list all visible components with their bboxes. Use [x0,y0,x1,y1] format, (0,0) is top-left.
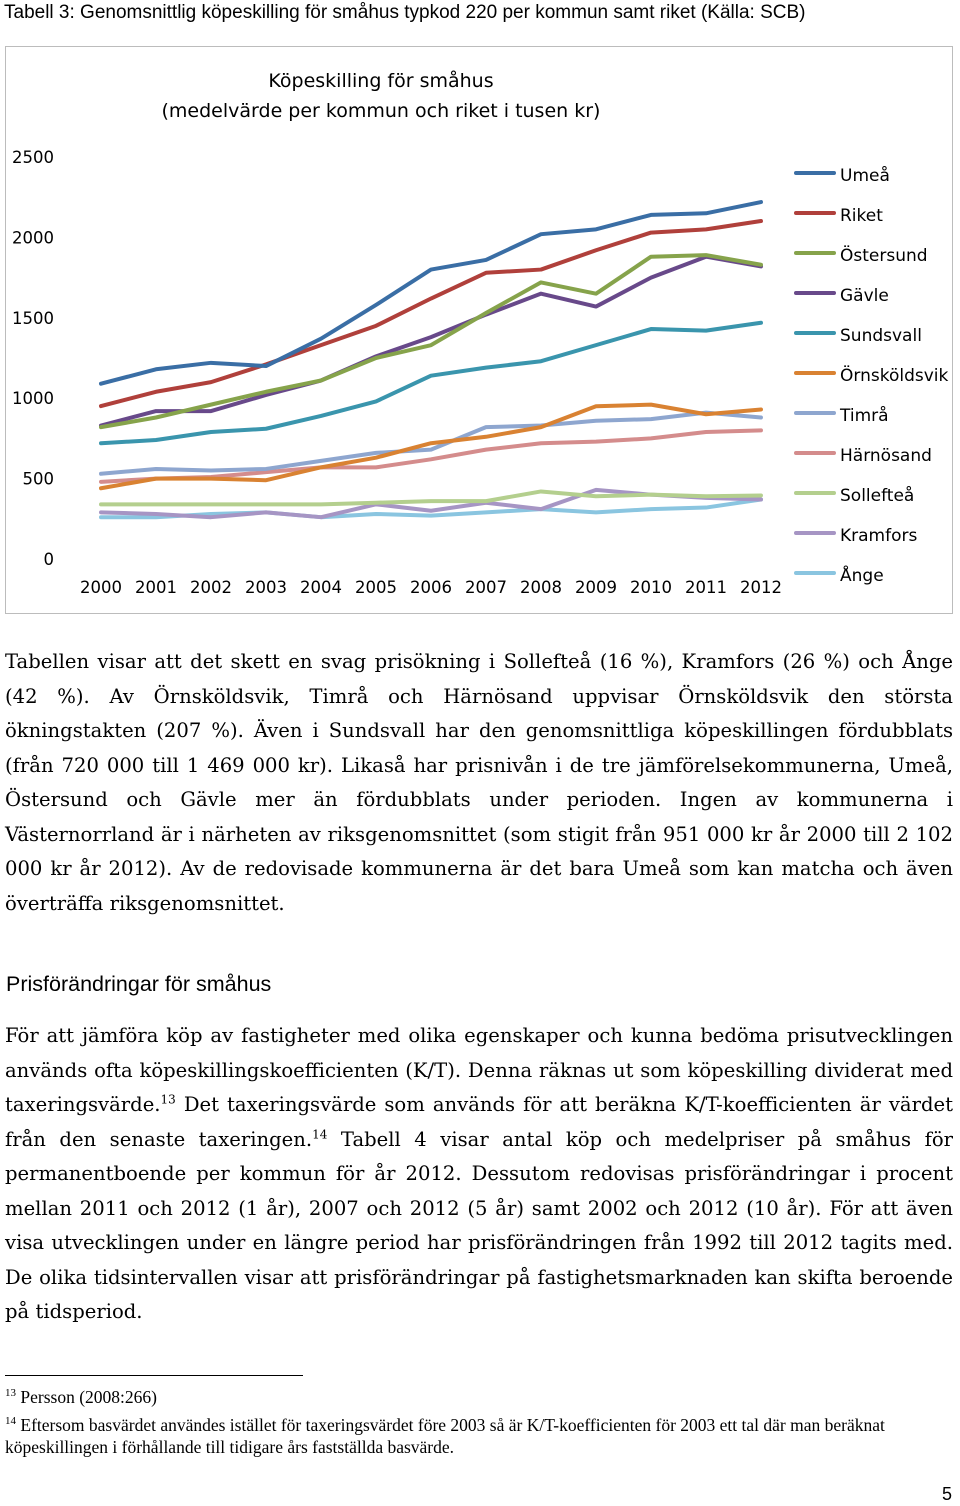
paragraph-price-development: Tabellen visar att det skett en svag prisökning i Sollefteå (16 %), Kramfors (26 %) och Ånge (42 %). Av Örnsköldsvik, Timrå och Härnösand uppvisar Örnsköldsvik den största ökningstakten (207 %). Även i Sundsvall har den genomsnittliga köpeskillingen fördubblats (från 720 000 till 1 469 000 kr). Likaså har prisnivån i de tre jämförelsekommunerna, Umeå, Östersund och Gävle mer än fördubblats under perioden. Ingen av kommunerna i Västernorrland är i närheten av riksgenomsnittet (som stigit från 951 000 kr år 2000 till 2 102 000 kr år 2012). Av de redovisade kommunerna är det bara Umeå som kan matcha och även överträffa riksgenomsnittet. [5,650,953,915]
legend-label: Umeå [840,166,890,186]
legend-label: Härnösand [840,446,932,466]
chart-title-line: (medelvärde per kommun och riket i tusen kr) [161,100,601,122]
x-tick-label: 2011 [685,578,727,597]
legend-label: Gävle [840,286,889,306]
legend-label: Ånge [840,566,884,586]
legend-label: Riket [840,206,883,226]
y-tick-label: 2500 [12,148,54,167]
footnote-13 [5,1386,955,1408]
y-tick-label: 2000 [12,228,54,248]
legend-label: Östersund [840,246,928,266]
x-tick-label: 2009 [575,578,617,597]
section-heading: Prisförändringar för småhus [6,972,272,996]
table-caption: Tabell 3: Genomsnittlig köpeskilling för småhus typkod 220 per kommun samt riket (Källa: SCB) [4,2,806,23]
footnote-text: Eftersom basvärdet användes istället för taxeringsvärdet före 2003 så är K/T-koefficienten för 2003 ett tal där man beräknat köpeskillingen i förhållande till tidigare års fastställda basvärde. [5,1415,885,1457]
footnote-ref-13: 13 [160,1092,176,1107]
paragraph-part-2: Det taxeringsvärde som används för att beräkna K/T-koefficienten är värdet från den senaste taxeringen. [5,1093,953,1151]
legend-label: Kramfors [840,526,918,546]
x-tick-label: 2005 [355,578,397,597]
y-tick-label: 0 [43,550,54,569]
y-tick-label: 1500 [12,308,54,328]
x-tick-label: 2006 [410,578,452,597]
line-chart [5,46,953,614]
y-tick-label: 500 [22,469,54,489]
footnote-number: 14 [5,1415,16,1428]
footnote-text: Persson (2008:266) [16,1387,157,1407]
page-number: 5 [941,1484,952,1504]
paragraph-price-changes [5,1019,953,1330]
series-line [101,202,761,384]
chart-svg [6,47,954,615]
x-tick-label: 2001 [135,578,177,597]
legend-label: Timrå [840,406,889,426]
x-tick-label: 2008 [520,578,562,597]
y-tick-label: 1000 [12,389,54,409]
chart-title-line: Köpeskilling för småhus [268,70,494,92]
x-tick-label: 2003 [245,578,287,597]
legend-label: Sundsvall [840,326,922,346]
series-line [101,255,761,427]
series-line [101,430,761,481]
footnote-number: 13 [5,1387,16,1400]
x-tick-label: 2007 [465,578,507,597]
x-tick-label: 2004 [300,578,342,597]
series-line [101,221,761,406]
series-line [101,257,761,426]
legend-label: Örnsköldsvik [840,366,949,386]
series-line [101,491,761,504]
paragraph-part-1: För att jämföra köp av fastigheter med olika egenskaper och kunna bedöma prisutvecklingen används ofta köpeskillingskoefficienten (K/T). Denna räknas ut som köpeskilling dividerat med taxeringsvärde. [5,1024,953,1116]
paragraph-part-3: Tabell 4 visar antal köp och medelpriser på småhus för permanentboende per kommun för år 2012. Dessutom redovisas prisförändringar i procent mellan 2011 och 2012 (1 år), 2007 och 2012 (5 år) samt 2002 och 2012 (10 år). För att även visa utvecklingen under en längre period har prisförändringen från 1992 till 2012 tagits med. De olika tidsintervallen visar att prisförändringar på fastighetsmarknaden kan skifta beroende på tidsperiod. [5,1127,953,1323]
legend-label: Sollefteå [840,486,915,506]
x-tick-label: 2000 [80,578,122,597]
footnote-ref-14: 14 [312,1126,328,1141]
x-tick-label: 2012 [740,578,782,597]
footnote-14 [5,1414,955,1458]
footnote-divider [5,1375,303,1376]
x-tick-label: 2002 [190,578,232,597]
x-tick-label: 2010 [630,578,672,597]
